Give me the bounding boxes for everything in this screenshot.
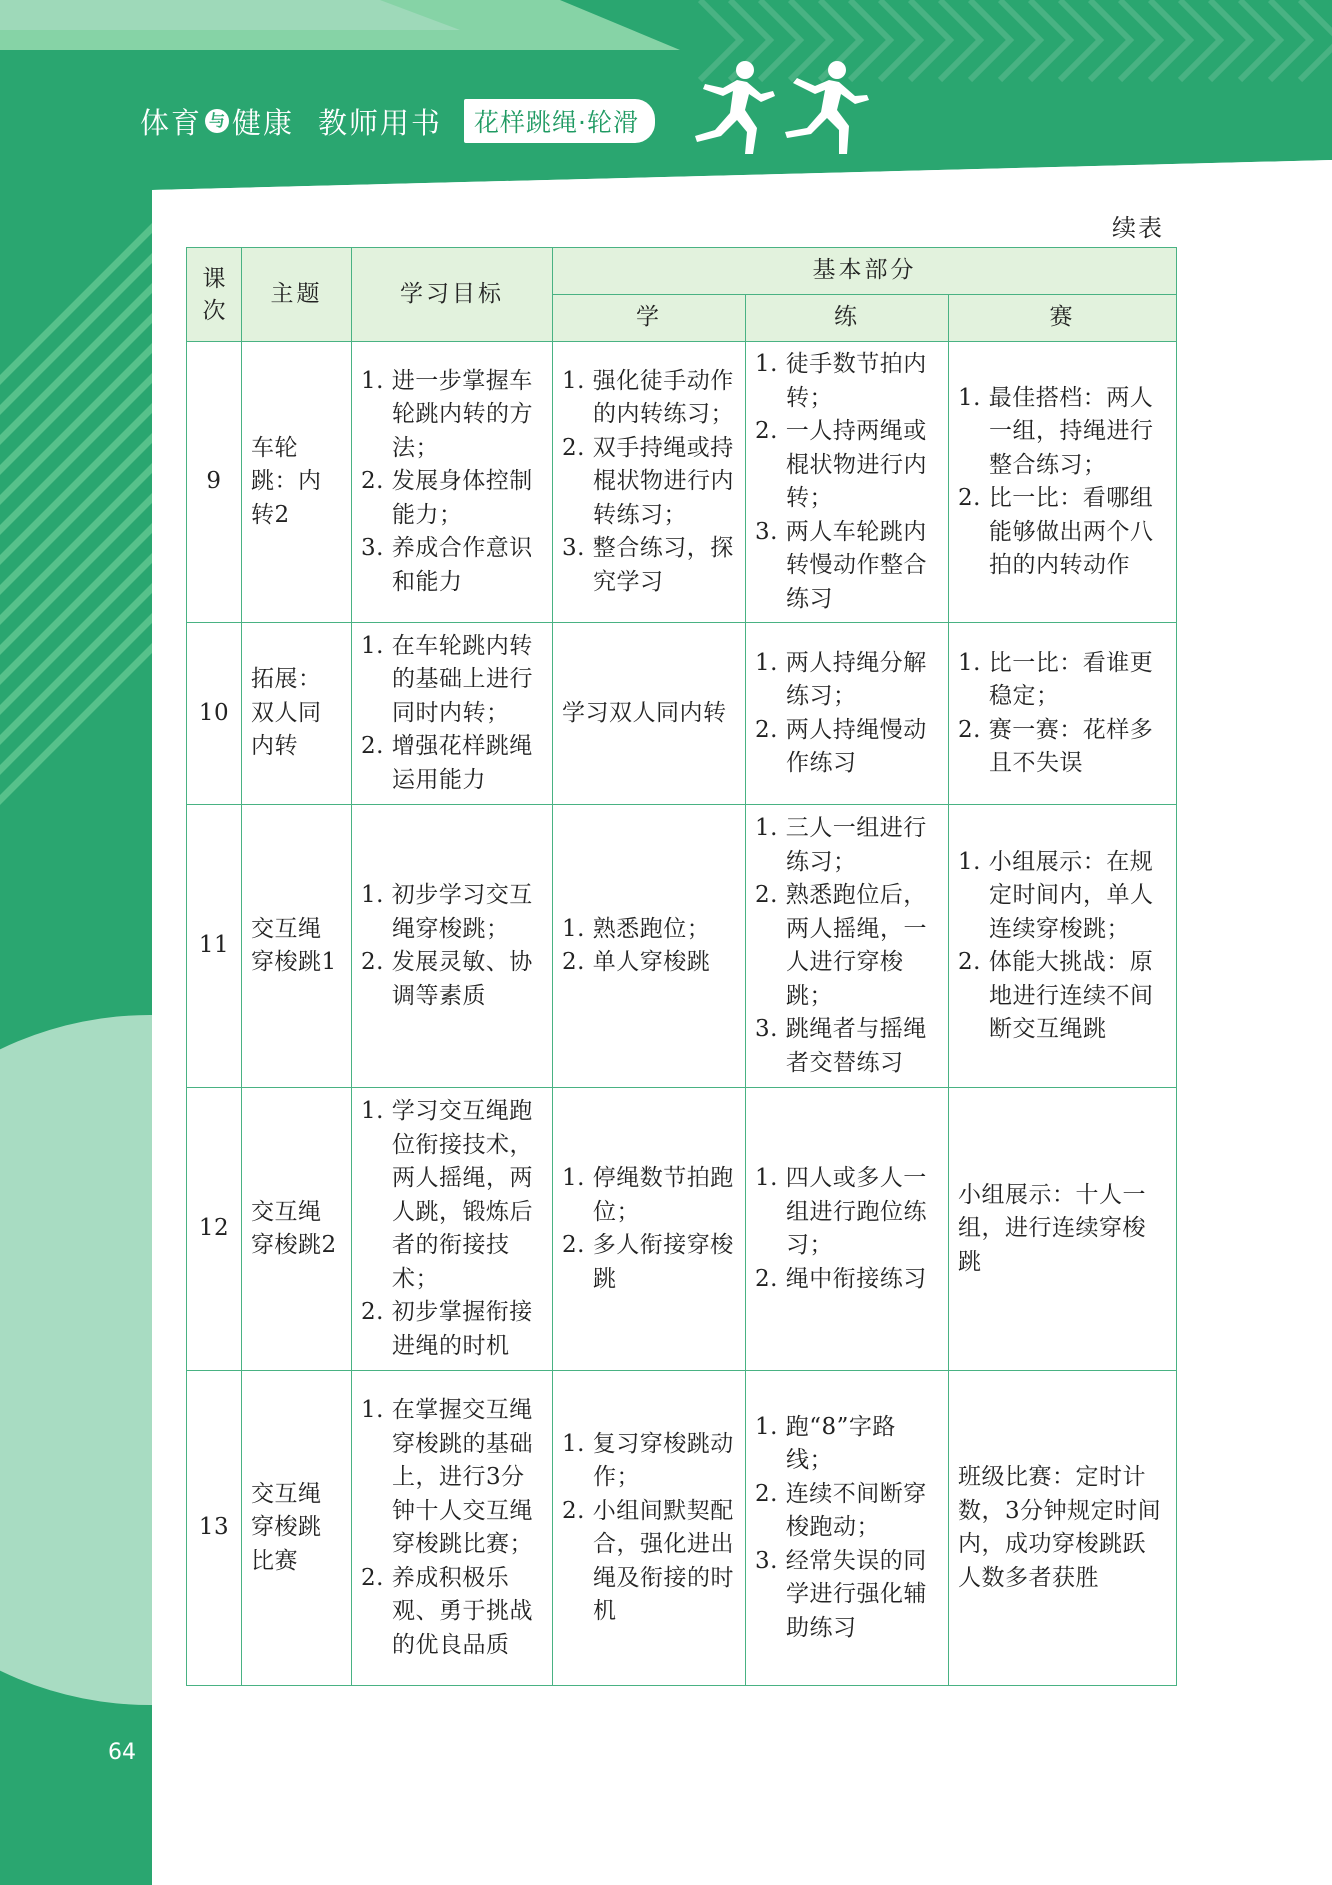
list-item: 2. 熟悉跑位后，两人摇绳，一人进行穿梭跳；: [755, 882, 928, 1009]
list-item: 2. 单人穿梭跳: [562, 949, 711, 975]
cell-goals: [352, 342, 553, 623]
list-item: 学习双人同内转: [562, 699, 727, 726]
header-compete: 赛: [949, 295, 1177, 342]
list-item: 班级比赛：定时计数，3分钟规定时间内，成功穿梭跳跃人数多者获胜: [958, 1464, 1162, 1591]
list-item: 1. 停绳数节拍跑位；: [562, 1165, 734, 1225]
brand-part2: 健康: [232, 105, 295, 140]
cell-compete: [949, 1088, 1177, 1371]
lesson-topic: 拓展：双人同内转: [242, 623, 352, 805]
list-item: 2. 多人衔接穿梭跳: [562, 1232, 734, 1292]
lesson-number: 10: [187, 623, 242, 805]
list-item: 1. 徒手数节拍内转；: [755, 351, 927, 411]
list-item: 1. 最佳搭档：两人一组，持绳进行整合练习；: [958, 384, 1154, 478]
cell-compete: [949, 1371, 1177, 1686]
list-item: 1. 小组展示：在规定时间内，单人连续穿梭跳；: [958, 848, 1154, 942]
chapter-tag: 花样跳绳·轮滑: [464, 99, 655, 143]
table-row: [187, 805, 1177, 1088]
list-item: 2. 两人持绳慢动作练习: [755, 716, 927, 776]
header-lesson: 课次: [187, 248, 242, 342]
lesson-number: 11: [187, 805, 242, 1088]
book-type: 教师用书: [318, 105, 443, 140]
runner-icon: [765, 58, 875, 158]
list-item: 1. 在掌握交互绳穿梭跳的基础上，进行3分钟十人交互绳穿梭跳比赛；: [361, 1397, 534, 1557]
header-goal: 学习目标: [352, 248, 553, 342]
header-practice: 练: [746, 295, 949, 342]
table-row: [187, 1371, 1177, 1686]
list-item: 2. 比一比：看哪组能够做出两个八拍的内转动作: [958, 485, 1154, 578]
cell-compete: [949, 623, 1177, 805]
table-row: [187, 1088, 1177, 1371]
cell-learn: [553, 1371, 746, 1686]
list-item: 1. 强化徒手动作的内转练习；: [562, 367, 735, 428]
lesson-number: 9: [187, 342, 242, 623]
cell-compete: [949, 805, 1177, 1088]
list-item: 1. 三人一组进行练习；: [755, 815, 927, 875]
list-item: 小组展示：十人一组，进行连续穿梭跳: [958, 1181, 1146, 1275]
list-item: 1. 复习穿梭跳动作；: [562, 1430, 734, 1490]
list-item: 2. 连续不间断穿梭跑动；: [755, 1480, 927, 1541]
lesson-number: 13: [187, 1371, 242, 1686]
list-item: 1. 比一比：看谁更稳定；: [958, 649, 1154, 709]
list-item: 1. 在车轮跳内转的基础上进行同时内转；: [361, 632, 534, 726]
list-item: 1. 两人持绳分解练习；: [755, 649, 927, 709]
list-item: 2. 一人持两绳或棍状物进行内转；: [755, 418, 928, 511]
cell-learn: [553, 342, 746, 623]
header-basic: 基本部分: [553, 248, 1177, 295]
cell-practice: [746, 342, 949, 623]
list-item: 1. 熟悉跑位；: [562, 915, 711, 942]
list-item: 3. 两人车轮跳内转慢动作整合练习: [755, 518, 928, 612]
cell-goals: [352, 1371, 553, 1686]
cell-practice: [746, 1371, 949, 1686]
cell-learn: [553, 805, 746, 1088]
lesson-topic: 交互绳穿梭跳1: [242, 805, 352, 1088]
page-number: 64: [108, 1740, 136, 1765]
header-learn: 学: [553, 295, 746, 342]
lesson-plan-table: [186, 247, 1177, 1686]
lesson-topic: 交互绳穿梭跳比赛: [242, 1371, 352, 1686]
list-item: 2. 双手持绳或持棍状物进行内转练习；: [562, 434, 735, 528]
list-item: 3. 经常失误的同学进行强化辅助练习: [755, 1547, 928, 1641]
cell-goals: [352, 623, 553, 805]
brand-part1: 体育: [140, 105, 203, 140]
list-item: 3. 养成合作意识和能力: [361, 535, 533, 595]
cell-learn: [553, 623, 746, 805]
list-item: 2. 发展身体控制能力；: [361, 468, 533, 528]
list-item: 1. 四人或多人一组进行跑位练习；: [755, 1165, 928, 1258]
cell-practice: [746, 1088, 949, 1371]
list-item: 2. 发展灵敏、协调等素质: [361, 949, 533, 1009]
list-item: 2. 小组间默契配合，强化进出绳及衔接的时机: [562, 1497, 735, 1624]
cell-practice: [746, 805, 949, 1088]
list-item: 2. 赛一赛：花样多且不失误: [958, 716, 1154, 776]
lesson-topic: 交互绳穿梭跳2: [242, 1088, 352, 1371]
running-header: [140, 98, 655, 144]
list-item: 2. 增强花样跳绳运用能力: [361, 733, 533, 793]
cell-learn: [553, 1088, 746, 1371]
cell-goals: [352, 805, 553, 1088]
book-brand: [140, 101, 442, 142]
lesson-topic: 车轮跳：内转2: [242, 342, 352, 623]
continued-label: 续表: [1112, 214, 1164, 242]
cell-compete: [949, 342, 1177, 623]
cell-practice: [746, 623, 949, 805]
table-body: [187, 342, 1177, 1686]
list-item: 2. 体能大挑战：原地进行连续不间断交互绳跳: [958, 949, 1154, 1042]
cell-goals: [352, 1088, 553, 1371]
list-item: 1. 进一步掌握车轮跳内转的方法；: [361, 367, 534, 461]
list-item: 2. 养成积极乐观、勇于挑战的优良品质: [361, 1564, 534, 1658]
list-item: 3. 整合练习，探究学习: [562, 535, 734, 595]
brand-yu-badge: 与: [205, 109, 229, 133]
list-item: 2. 初步掌握衔接进绳的时机: [361, 1299, 533, 1359]
list-item: 3. 跳绳者与摇绳者交替练习: [755, 1016, 927, 1076]
lesson-number: 12: [187, 1088, 242, 1371]
table-row: [187, 623, 1177, 805]
header-topic: 主题: [242, 248, 352, 342]
list-item: 2. 绳中衔接练习: [755, 1265, 927, 1292]
table-row: [187, 342, 1177, 623]
list-item: 1. 初步学习交互绳穿梭跳；: [361, 882, 533, 942]
list-item: 1. 跑“8”字路线；: [755, 1413, 896, 1474]
list-item: 1. 学习交互绳跑位衔接技术，两人摇绳，两人跳，锻炼后者的衔接技术；: [361, 1098, 534, 1292]
